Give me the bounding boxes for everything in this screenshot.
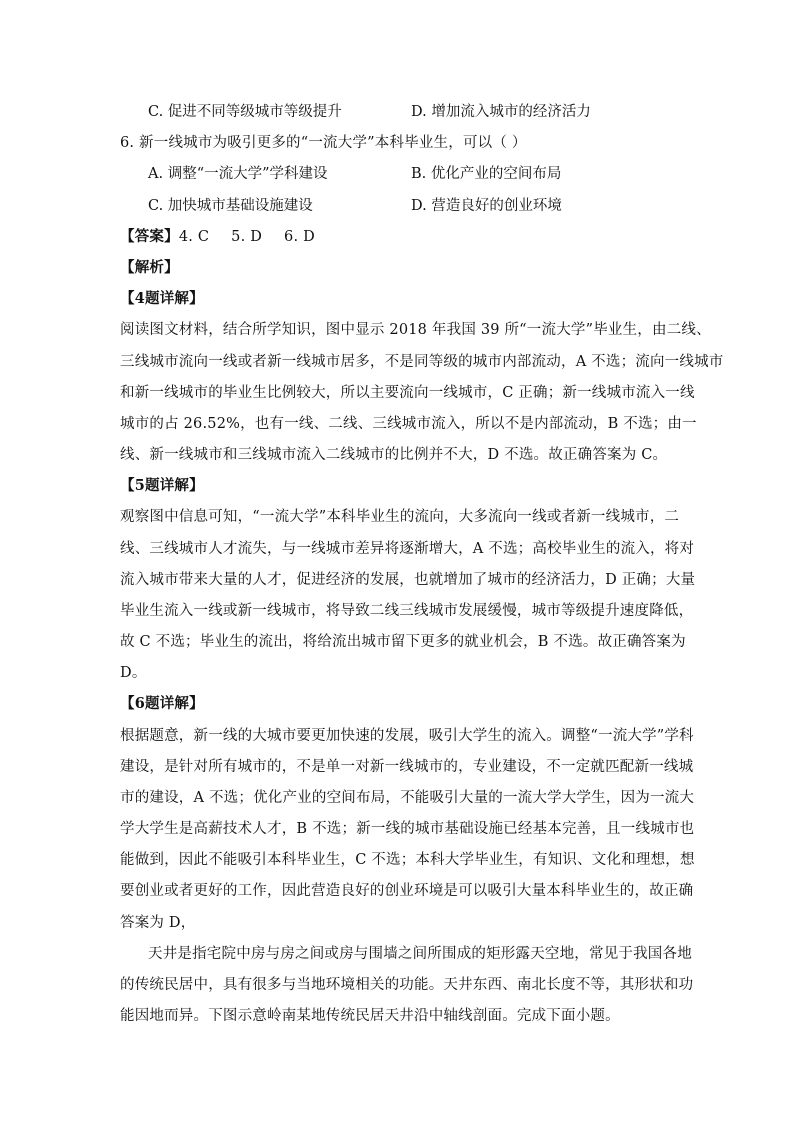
q5-options-row-cd xyxy=(148,102,668,122)
q6-detail-line: 要创业或者更好的工作，因此营造良好的创业环境是可以吸引大量本科毕业生的，故正确 xyxy=(120,883,694,899)
answer-line xyxy=(120,227,665,247)
q4-detail-line: 三线城市流向一线或者新一线城市居多，不是同等级的城市内部流动，A 不选；流向一线城市 xyxy=(120,354,724,370)
q5-detail-line: D。 xyxy=(120,665,147,681)
q5-detail-line: 线、三线城市人才流失，与一线城市差异将逐渐增大，A 不选；高校毕业生的流入，将对 xyxy=(120,541,695,557)
q6-detail-heading: 【6题详解】 xyxy=(120,695,204,712)
q6-detail-line: 能做到，因此不能吸引本科毕业生，C 不选；本科大学毕业生，有知识、文化和理想，想 xyxy=(120,852,695,868)
q6-option-b: B. 优化产业的空间布局 xyxy=(411,166,562,182)
q6-detail-line: 学大学生是高薪技术人才，B 不选；新一线的城市基础设施已经基本完善，且一线城市也 xyxy=(120,821,695,837)
passage-line: 能因地而异。下图示意岭南某地传统民居天井沿中轴线剖面。完成下面小题。 xyxy=(120,1008,620,1024)
answer-item: 6. D xyxy=(284,229,315,245)
q6-options-row-ab xyxy=(148,164,668,184)
answer-item: 4. C xyxy=(178,229,210,245)
q6-options-row-cd xyxy=(148,196,668,216)
q6-stem: 6. 新一线城市为吸引更多的“一流大学”本科毕业生，可以（ ） xyxy=(120,135,527,151)
q6-option-c: C. 加快城市基础设施建设 xyxy=(148,198,313,214)
passage-line: 的传统民居中，具有很多与当地环境相关的功能。天井东西、南北长度不等，其形状和功 xyxy=(120,977,694,993)
q5-detail-line: 观察图中信息可知，“一流大学”本科毕业生的流向，大多流向一线或者新一线城市，二 xyxy=(120,509,680,525)
q6-detail-line: 根据题意，新一线的大城市要更加快速的发展，吸引大学生的流入。调整“一流大学”学科 xyxy=(120,728,694,744)
analysis-label: 【解析】 xyxy=(120,259,179,276)
q5-option-d: D. 增加流入城市的经济活力 xyxy=(411,104,591,120)
q6-detail-line: 建设，是针对所有城市的，不是单一对新一线城市的，专业建设，不一定就匹配新一线城 xyxy=(120,759,694,775)
q6-detail-line: 答案为 D， xyxy=(120,915,196,931)
q5-detail-line: 毕业生流入一线或新一线城市，将导致二线三线城市发展缓慢，城市等级提升速度降低， xyxy=(120,603,694,619)
answer-label: 【答案】 xyxy=(120,228,179,245)
q6-detail-line: 市的建设，A 不选；优化产业的空间布局，不能吸引大量的一流大学大学生，因为一流大 xyxy=(120,790,695,806)
q5-option-c: C. 促进不同等级城市等级提升 xyxy=(148,104,342,120)
q6-option-d: D. 营造良好的创业环境 xyxy=(411,198,562,214)
answer-item: 5. D xyxy=(231,229,263,245)
q5-detail-heading: 【5题详解】 xyxy=(120,477,204,494)
q4-detail-line: 线、新一线城市和三线城市流入二线城市的比例并不大，D 不选。故正确答案为 C。 xyxy=(120,447,668,463)
q4-detail-line: 城市的占 26.52%，也有一线、二线、三线城市流入，所以不是内部流动，B 不选；由一 xyxy=(120,416,697,432)
q6-option-a: A. 调整“一流大学”学科建设 xyxy=(148,166,328,182)
q4-detail-heading: 【4题详解】 xyxy=(120,290,204,307)
q5-detail-line: 故 C 不选；毕业生的流出，将给流出城市留下更多的就业机会，B 不选。故正确答案为 xyxy=(120,634,686,650)
q5-detail-line: 流入城市带来大量的人才，促进经济的发展，也就增加了城市的经济活力，D 正确；大量 xyxy=(120,572,696,588)
passage-line: 天井是指宅院中房与房之间或房与围墙之间所围成的矩形露天空地，常见于我国各地 xyxy=(148,946,692,962)
q4-detail-line: 和新一线城市的毕业生比例较大，所以主要流向一线城市，C 正确；新一线城市流入一线 xyxy=(120,385,695,401)
q4-detail-line: 阅读图文材料，结合所学知识，图中显示 2018 年我国 39 所“一流大学”毕业生，由二线、 xyxy=(120,322,711,338)
